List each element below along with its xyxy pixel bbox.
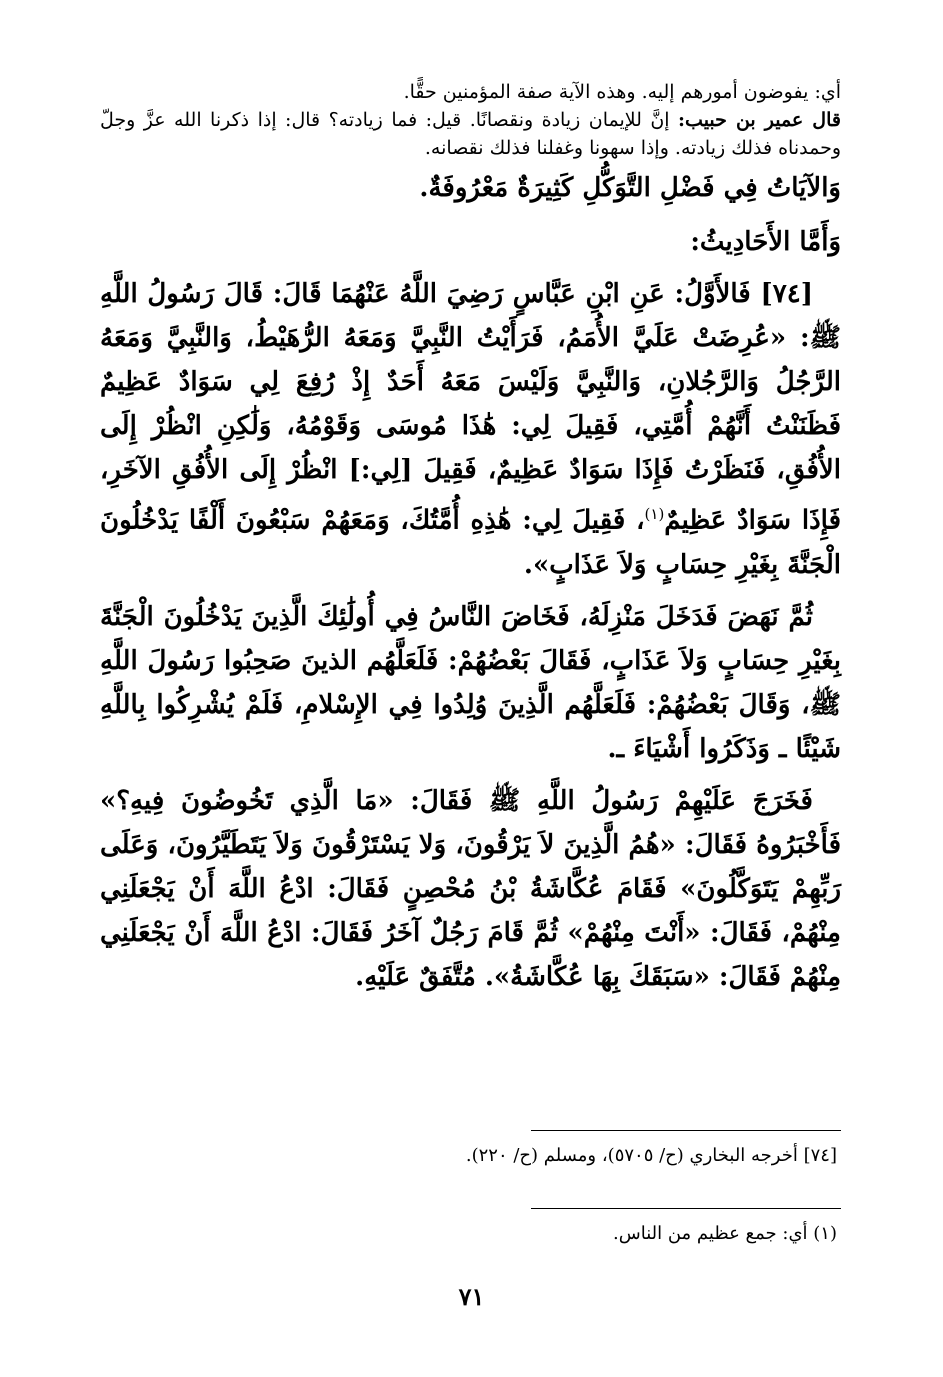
hadith-paragraph-2: ثُمَّ نَهَضَ فَدَخَلَ مَنْزِلَهُ، فَخَاضَ النَّاسُ فِي أُولَٰئِكَ الَّذِينَ يَدْخُلُونَ الْجَنَّةَ بِغَيْرِ حِسَابٍ وَلاَ عَذَابٍ، فَقَالَ بَعْضُهُمْ: فَلَعَلَّهُم الذينَ صَحِبُوا رَسُولَ اللَّهِ ﷺ، وَقَالَ بَعْضُهُمْ: فَلَعَلَّهُم الَّذِينَ وُلِدُوا فِي الإِسْلامِ، فَلَمْ يُشْرِكُوا بِاللَّهِ شَيْئًا ـ وَذَكَرُوا أَشْيَاءَ ـ.	[100, 601, 841, 764]
main-text	[100, 166, 841, 999]
takhrij-text: [٧٤] أخرجه البخاري (ح/ ٥٧٠٥)، ومسلم (ح/ ٢٢٠).	[465, 1145, 837, 1166]
footnote-divider	[531, 1130, 841, 1131]
explanatory-footnote	[100, 1208, 841, 1247]
hadith-paragraph-3: فَخَرَجَ عَلَيْهِمْ رَسُولُ اللَّهِ ﷺ فَقَالَ: «مَا الَّذِي تَخُوضُونَ فِيهِ؟» فَأَخْبَرُوهُ فَقَالَ: «هُمُ الَّذِينَ لاَ يَرْقُونَ، وَلا يَسْتَرْقُونَ وَلاَ يَتَطَيَّرُونَ، وَعَلَى رَبِّهِمْ يَتَوَكَّلُونَ» فَقَامَ عُكَّاشَةُ بْنُ مُحْصِنٍ فَقَالَ: ادْعُ اللَّهَ أَنْ يَجْعَلَنِي مِنْهُمْ، فَقَالَ: «أَنْتَ مِنْهُمْ» ثُمَّ قَامَ رَجُلٌ آخَرُ فَقَالَ: ادْعُ اللَّهَ أَنْ يَجْعَلَنِي مِنْهُمْ فَقَالَ: «سَبَقَكَ بِهَا عُكَّاشَةُ». مُتَّفَقٌ عَلَيْهِ.	[100, 785, 841, 992]
intro-line: أي: يفوضون أمورهم إليه. وهذه الآية صفة المؤمنين حقًّا.	[403, 81, 841, 103]
page-number: ٧١	[458, 1282, 485, 1311]
umair-quote	[100, 106, 841, 162]
footnote-1-text: (١) أي: جمع عظيم من الناس.	[613, 1223, 837, 1244]
takhrij-footnote	[100, 1130, 841, 1169]
ayat-heading: وَالآيَاتُ فِي فَضْلِ التَّوَكُّلِ كَثِيرَةٌ مَعْرُوفَةٌ.	[419, 173, 841, 203]
hadith-heading: وَأَمَّا الأَحَادِيثُ:	[690, 227, 841, 257]
hadith-paragraph-1	[100, 272, 841, 587]
footnote-marker[interactable]: (١)	[644, 505, 665, 523]
quote-text: إنَّ للإيمان زيادة ونقصانًا. قيل: فما زيادته؟ قال: إذا ذكرنا الله عزَّ وجلّ وحمدناه فذلك زيادته. وإذا سهونا وغفلنا فذلك نقصانه.	[100, 109, 841, 159]
quote-speaker: قال عمير بن حبيب:	[678, 109, 841, 131]
footnote-divider	[531, 1208, 841, 1209]
intro-section	[100, 78, 841, 162]
hadith-text-end: ، فَقِيلَ لِي: هَٰذِهِ أُمَّتُكَ، وَمَعَهُمْ سَبْعُونَ أَلْفًا يَدْخُلُونَ الْجَنَّةَ بِغَيْرِ حِسَابٍ وَلاَ عَذَابٍ».	[100, 505, 841, 580]
hadith-text: [٧٤] فَالأَوَّلُ: عَنِ ابْنِ عَبَّاسٍ رَضِيَ اللَّهُ عَنْهُمَا قَالَ: قَالَ رَسُولُ اللَّهِ ﷺ: «عُرِضَتْ عَلَيَّ الأُمَمُ، فَرَأَيْتُ النَّبِيَّ وَمَعَهُ الرُّهَيْطُ، وَالنَّبِيَّ وَمَعَهُ الرَّجُلُ وَالرَّجُلانِ، وَالنَّبِيَّ وَلَيْسَ مَعَهُ أَحَدٌ إِذْ رُفِعَ لِي سَوَادٌ عَظِيمٌ فَظَنَنْتُ أَنَّهُمْ أُمَّتِي، فَقِيلَ لِي: هَٰذَا مُوسَى وَقَوْمُهُ، وَلَٰكِنِ انْظُرْ إِلَى الأُفُقِ، فَنَظَرْتُ فَإِذَا سَوَادٌ عَظِيمٌ، فَقِيلَ [لِي:] انْظُرْ إِلَى الأُفُقِ الآخَرِ، فَإِذَا سَوَادٌ عَظِيمٌ	[100, 279, 842, 536]
